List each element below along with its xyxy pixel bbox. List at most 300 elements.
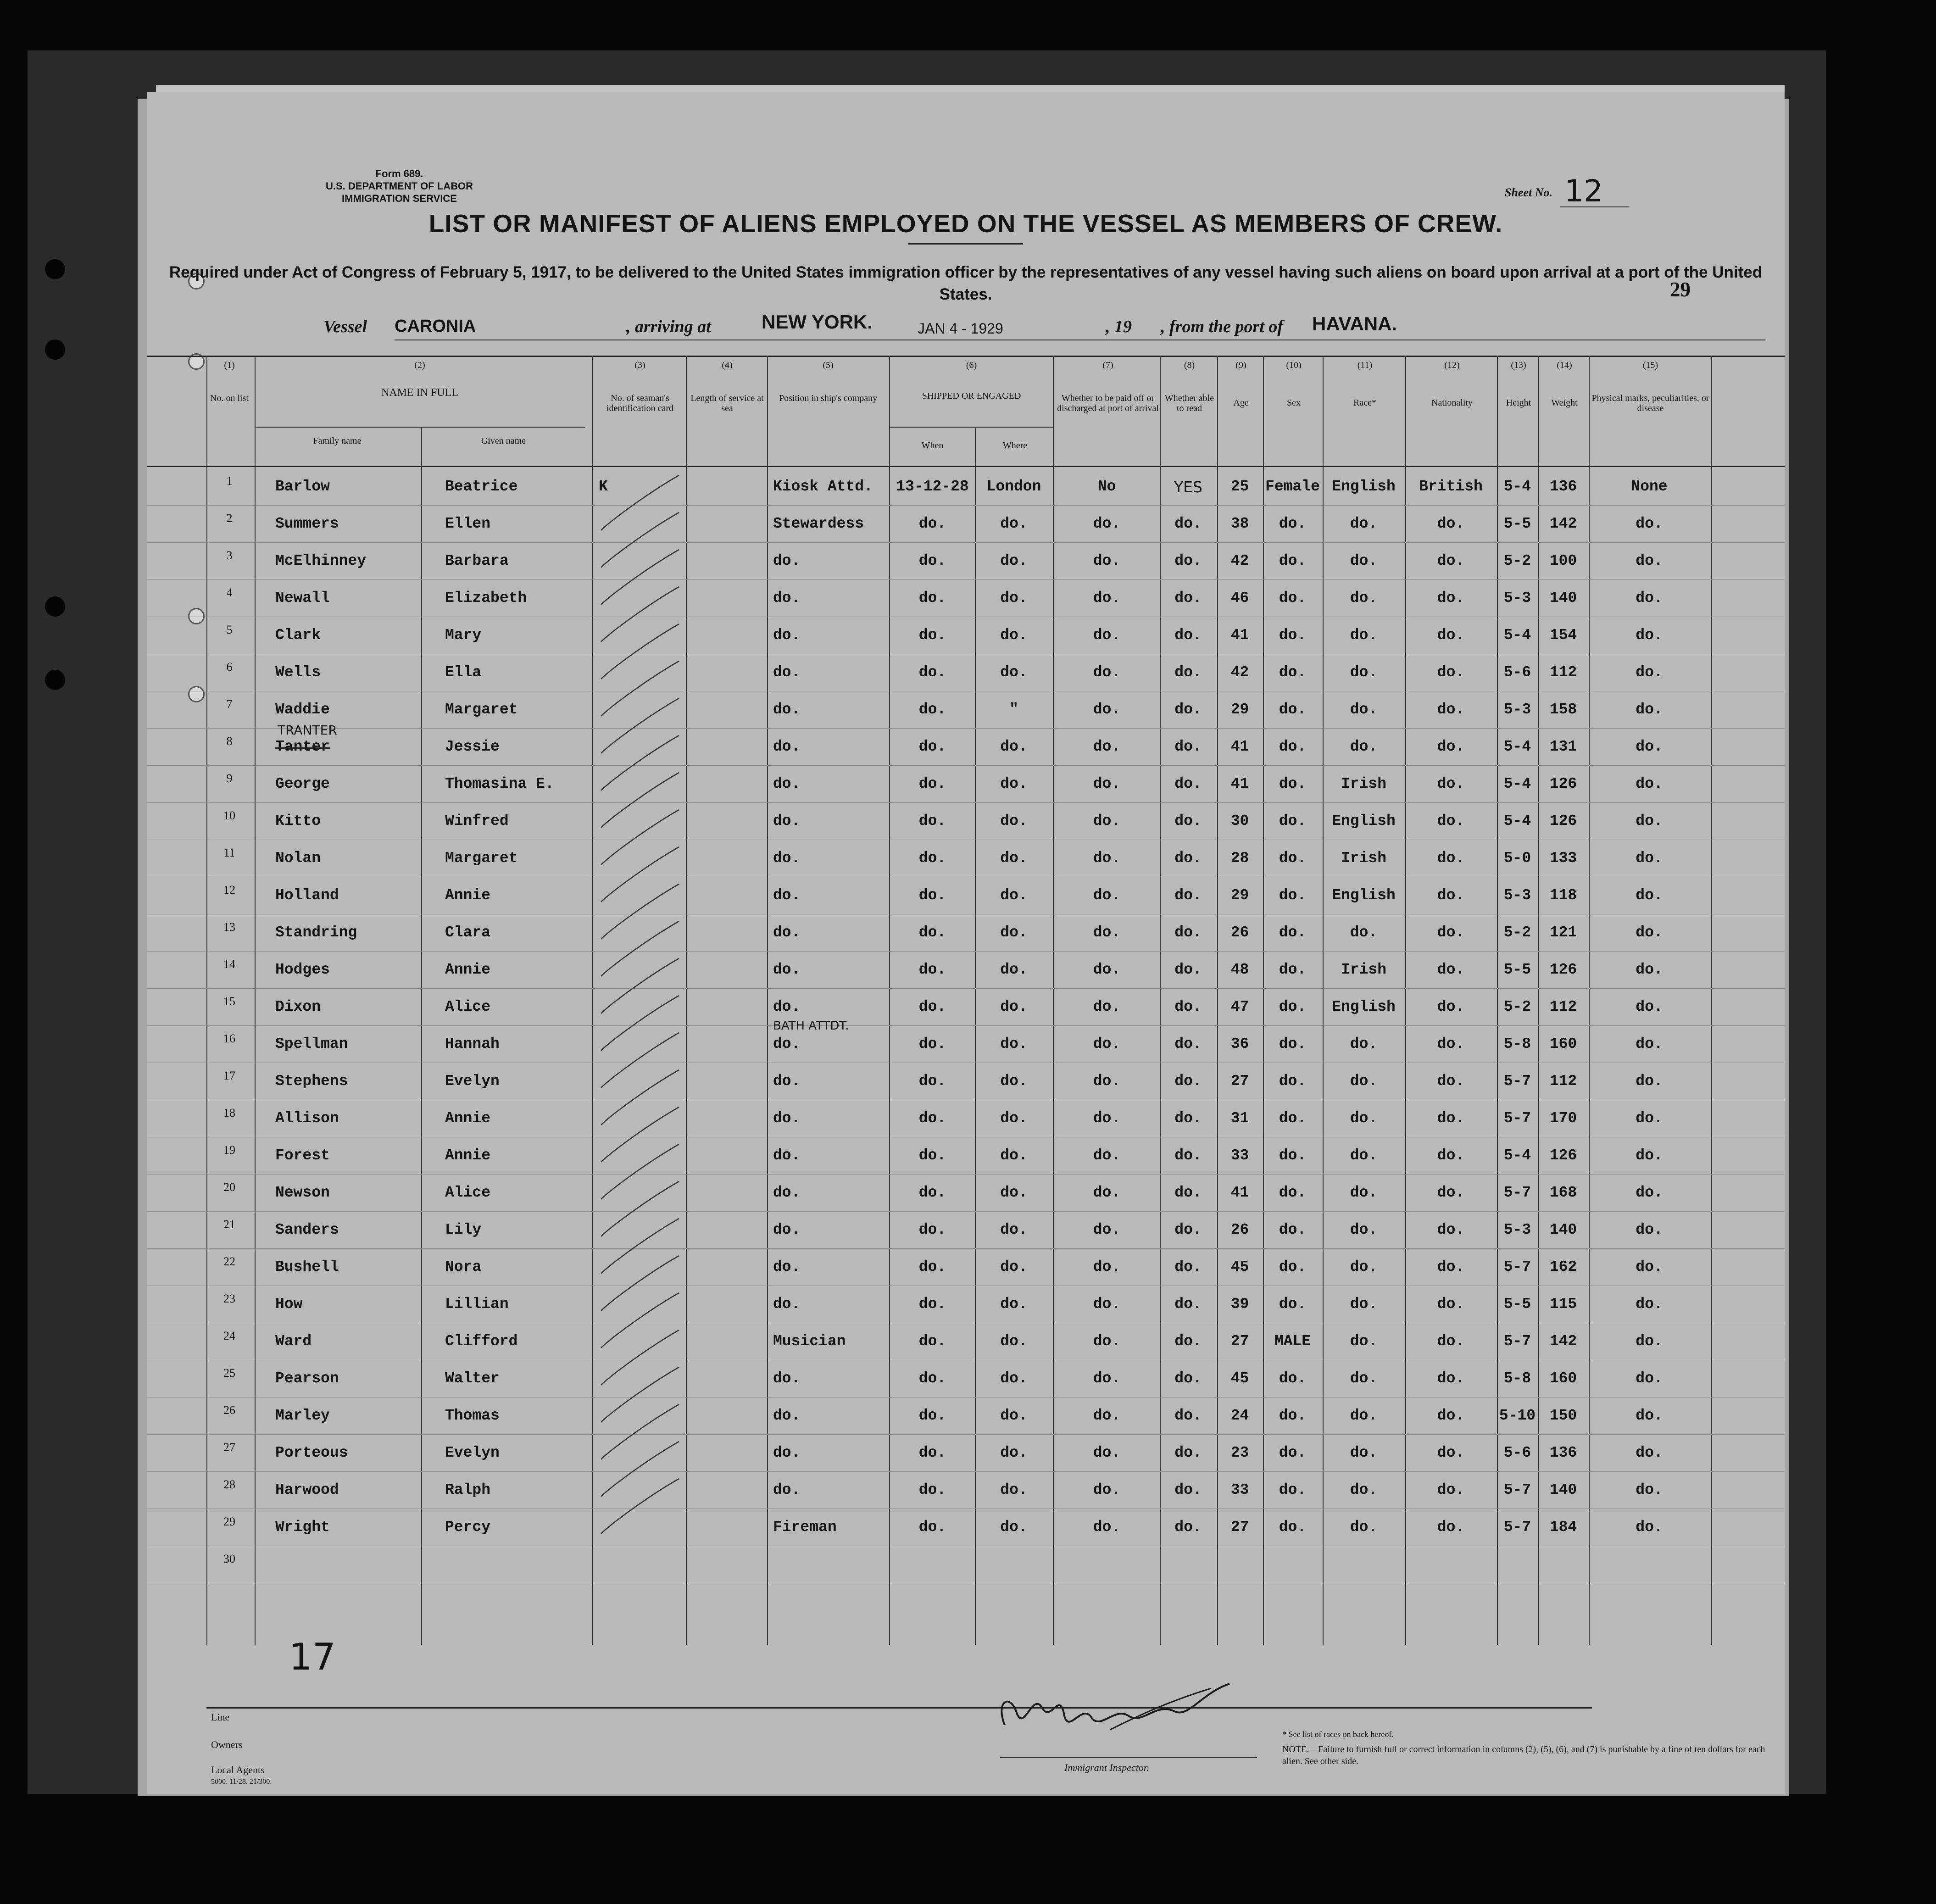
- family-name-cell: Kitto: [275, 813, 321, 830]
- family-name-cell: Standring: [275, 924, 357, 941]
- row-number-cell: 22: [223, 1255, 235, 1268]
- family-name-cell: McElhinney: [275, 552, 367, 569]
- paid-off-cell: do.: [1093, 515, 1121, 532]
- table-row: [147, 542, 1785, 579]
- age-cell: 23: [1230, 1444, 1249, 1461]
- shipped-where-cell: do.: [1000, 1444, 1028, 1461]
- race-cell: Irish: [1341, 775, 1387, 792]
- height-cell: 5-5: [1503, 1296, 1531, 1313]
- able-to-read-cell: do.: [1174, 887, 1202, 904]
- shipped-when-cell: do.: [918, 1481, 946, 1498]
- document-title: LIST OR MANIFEST OF ALIENS EMPLOYED ON THE VESSEL AS MEMBERS OF CREW.: [428, 209, 1503, 238]
- manifest-sheet: [147, 92, 1785, 1794]
- race-cell: English: [1332, 478, 1396, 495]
- given-name-cell: Annie: [445, 1147, 491, 1164]
- physical-marks-cell: None: [1631, 478, 1668, 495]
- shipped-when-cell: 13-12-28: [896, 478, 969, 495]
- race-cell: do.: [1350, 1481, 1378, 1498]
- race-footnote: * See list of races on back hereof.: [1282, 1730, 1394, 1739]
- able-to-read-cell: do.: [1174, 1481, 1202, 1498]
- given-name-cell: Elizabeth: [445, 590, 527, 607]
- paid-off-cell: do.: [1093, 1444, 1121, 1461]
- family-name-cell: Allison: [275, 1110, 339, 1127]
- race-cell: do.: [1350, 701, 1378, 718]
- able-to-read-cell: do.: [1174, 738, 1202, 755]
- header-col12: (12) Nationality: [1431, 360, 1473, 408]
- age-cell: 27: [1230, 1073, 1249, 1090]
- header-col3: (3) No. of seaman's identification card: [606, 360, 674, 413]
- able-to-read-cell: do.: [1174, 664, 1202, 681]
- position-cell: do.: [773, 775, 801, 792]
- position-cell: do.: [773, 664, 801, 681]
- given-name-cell: Lillian: [445, 1296, 509, 1313]
- row-number-cell: 10: [223, 809, 235, 822]
- position-cell: do.: [773, 1036, 801, 1052]
- shipped-when-cell: do.: [918, 1073, 946, 1090]
- paid-off-cell: do.: [1093, 664, 1121, 681]
- position-cell: do.: [773, 887, 801, 904]
- header-col11: (11) Race*: [1353, 360, 1376, 408]
- shipped-when-cell: do.: [918, 1184, 946, 1201]
- header-col8: (8) Whether able to read: [1164, 360, 1214, 413]
- paid-off-cell: do.: [1093, 887, 1121, 904]
- arrival-date-stamp: JAN 4 - 1929: [918, 320, 1003, 337]
- nationality-cell: do.: [1437, 627, 1465, 644]
- age-cell: 27: [1230, 1333, 1249, 1350]
- able-to-read-cell: do.: [1174, 924, 1202, 941]
- able-to-read-cell: do.: [1174, 998, 1202, 1015]
- given-name-cell: Jessie: [445, 738, 500, 755]
- weight-cell: 126: [1549, 775, 1577, 792]
- height-cell: 5-7: [1503, 1184, 1531, 1201]
- shipped-where-cell: do.: [1000, 1296, 1028, 1313]
- position-cell: do.: [773, 961, 801, 978]
- row-number-cell: 4: [226, 586, 233, 599]
- race-cell: do.: [1350, 1296, 1378, 1313]
- nationality-cell: do.: [1437, 664, 1465, 681]
- immigrant-inspector-label: Immigrant Inspector.: [1064, 1762, 1149, 1773]
- header-col15: (15) Physical marks, peculiarities, or disease: [1591, 360, 1709, 413]
- shipped-where-cell: do.: [1000, 1519, 1028, 1536]
- family-name-cell: Holland: [275, 887, 339, 904]
- physical-marks-cell: do.: [1636, 738, 1663, 755]
- vessel-label: Vessel: [323, 317, 367, 336]
- shipped-where-cell: do.: [1000, 775, 1028, 792]
- shipped-when-cell: do.: [918, 738, 946, 755]
- able-to-read-cell: YES: [1174, 478, 1202, 496]
- row-number-cell: 19: [223, 1143, 235, 1157]
- race-cell: do.: [1350, 590, 1378, 607]
- paid-off-cell: do.: [1093, 701, 1121, 718]
- sex-cell: do.: [1279, 1370, 1307, 1387]
- height-cell: 5-4: [1503, 1147, 1531, 1164]
- race-cell: Irish: [1341, 850, 1387, 867]
- table-row: [147, 765, 1785, 802]
- able-to-read-cell: do.: [1174, 1296, 1202, 1313]
- paid-off-cell: do.: [1093, 1519, 1121, 1536]
- position-cell: do.: [773, 1110, 801, 1127]
- nationality-cell: do.: [1437, 998, 1465, 1015]
- manifest-table: [147, 356, 1785, 1645]
- row-number-cell: 16: [223, 1032, 235, 1045]
- race-cell: do.: [1350, 1184, 1378, 1201]
- paid-off-cell: do.: [1093, 775, 1121, 792]
- given-name-cell: Hannah: [445, 1036, 500, 1052]
- sex-cell: do.: [1279, 1036, 1307, 1052]
- race-cell: English: [1332, 887, 1396, 904]
- sex-cell: do.: [1279, 998, 1307, 1015]
- age-cell: 41: [1230, 738, 1249, 755]
- shipped-when-cell: do.: [918, 813, 946, 830]
- family-name-cell: George: [275, 775, 330, 792]
- position-cell: do.: [773, 998, 801, 1015]
- name-subheader-rule: [255, 427, 585, 428]
- header-col14: (14) Weight: [1551, 360, 1578, 408]
- shipped-where-cell: do.: [1000, 515, 1028, 532]
- height-cell: 5-7: [1503, 1073, 1531, 1090]
- race-cell: do.: [1350, 1258, 1378, 1275]
- height-cell: 5-3: [1503, 701, 1531, 718]
- nationality-cell: do.: [1437, 961, 1465, 978]
- table-row: [147, 691, 1785, 728]
- family-name-cell: Nolan: [275, 850, 321, 867]
- shipped-when-cell: do.: [918, 664, 946, 681]
- height-cell: 5-7: [1503, 1333, 1531, 1350]
- sex-cell: do.: [1279, 738, 1307, 755]
- physical-marks-cell: do.: [1636, 1036, 1663, 1052]
- family-name-cell: Sanders: [275, 1221, 339, 1238]
- nationality-cell: do.: [1437, 1147, 1465, 1164]
- paid-off-cell: do.: [1093, 1147, 1121, 1164]
- binder-hole: [45, 596, 65, 617]
- row-number-cell: 23: [223, 1292, 235, 1305]
- header-given-name: Given name: [481, 436, 526, 446]
- given-name-cell: Mary: [445, 627, 482, 644]
- shipped-where-cell: do.: [1000, 1370, 1028, 1387]
- table-row: [147, 802, 1785, 840]
- physical-marks-cell: do.: [1636, 775, 1663, 792]
- shipped-when-cell: do.: [918, 775, 946, 792]
- vessel-name: CARONIA: [395, 317, 476, 336]
- age-cell: 42: [1230, 552, 1249, 569]
- height-cell: 5-2: [1503, 998, 1531, 1015]
- binder-hole: [45, 259, 65, 279]
- weight-cell: 142: [1549, 515, 1577, 532]
- table-row: [147, 914, 1785, 951]
- line-label: Line: [211, 1711, 230, 1723]
- sex-cell: do.: [1279, 1147, 1307, 1164]
- able-to-read-cell: do.: [1174, 850, 1202, 867]
- given-name-cell: Walter: [445, 1370, 500, 1387]
- weight-cell: 131: [1549, 738, 1577, 755]
- race-cell: do.: [1350, 1110, 1378, 1127]
- race-cell: do.: [1350, 515, 1378, 532]
- able-to-read-cell: do.: [1174, 515, 1202, 532]
- penalty-note: NOTE.—Failure to furnish full or correct information in columns (2), (5), (6), and (7) is punishable by a fine of ten dollars for each alien. See other side.: [1282, 1744, 1765, 1766]
- year-label: , 19: [1106, 317, 1132, 336]
- family-name-cell: Ward: [275, 1333, 312, 1350]
- sex-cell: do.: [1279, 924, 1307, 941]
- able-to-read-cell: do.: [1174, 1036, 1202, 1052]
- paid-off-cell: do.: [1093, 738, 1121, 755]
- row-number-cell: 8: [226, 735, 233, 748]
- print-code: 5000. 11/28. 21/300.: [211, 1778, 272, 1786]
- row-number-cell: 27: [223, 1441, 235, 1454]
- family-name-cell: How: [275, 1296, 303, 1313]
- shipped-when-cell: do.: [918, 1296, 946, 1313]
- race-cell: do.: [1350, 627, 1378, 644]
- paid-off-cell: do.: [1093, 552, 1121, 569]
- row-number-cell: 5: [226, 623, 233, 636]
- table-row: [147, 877, 1785, 914]
- age-cell: 45: [1230, 1258, 1249, 1275]
- position-cell: do.: [773, 850, 801, 867]
- height-cell: 5-4: [1503, 738, 1531, 755]
- sex-cell: do.: [1279, 961, 1307, 978]
- shipped-where-cell: do.: [1000, 552, 1028, 569]
- sex-cell: do.: [1279, 887, 1307, 904]
- header-col6: (6) SHIPPED OR ENGAGED: [922, 360, 1021, 401]
- table-row: [147, 1063, 1785, 1100]
- from-port: HAVANA.: [1312, 313, 1397, 334]
- table-row: [147, 1434, 1785, 1471]
- weight-cell: 150: [1549, 1407, 1577, 1424]
- position-cell: do.: [773, 627, 801, 644]
- race-cell: do.: [1350, 1036, 1378, 1052]
- family-name-cell: Porteous: [275, 1444, 348, 1461]
- binder-hole: [45, 670, 65, 690]
- family-name-cell: Harwood: [275, 1481, 339, 1498]
- family-name-cell: Clark: [275, 627, 321, 644]
- given-name-cell: Nora: [445, 1258, 482, 1275]
- paid-off-cell: No: [1097, 478, 1116, 495]
- race-cell: English: [1332, 813, 1396, 830]
- weight-cell: 140: [1549, 1221, 1577, 1238]
- age-cell: 30: [1230, 813, 1249, 830]
- inspector-signature: [991, 1675, 1248, 1757]
- position-cell: do.: [773, 1407, 801, 1424]
- nationality-cell: do.: [1437, 775, 1465, 792]
- given-name-cell: Annie: [445, 961, 491, 978]
- row-number-cell: 25: [223, 1366, 235, 1380]
- row-number-cell: 11: [223, 846, 235, 859]
- able-to-read-cell: do.: [1174, 1444, 1202, 1461]
- shipped-where-cell: ": [1009, 701, 1018, 718]
- height-cell: 5-4: [1503, 627, 1531, 644]
- table-row: [147, 1174, 1785, 1211]
- nationality-cell: do.: [1437, 1481, 1465, 1498]
- family-name-cell: Marley: [275, 1407, 330, 1424]
- shipped-when-cell: do.: [918, 1258, 946, 1275]
- weight-cell: 100: [1549, 552, 1577, 569]
- age-cell: 26: [1230, 924, 1249, 941]
- shipped-when-cell: do.: [918, 627, 946, 644]
- position-cell: Fireman: [773, 1519, 837, 1536]
- tally-mark: 17: [289, 1636, 336, 1678]
- age-cell: 31: [1230, 1110, 1249, 1127]
- height-cell: 5-3: [1503, 590, 1531, 607]
- paid-off-cell: do.: [1093, 1036, 1121, 1052]
- able-to-read-cell: do.: [1174, 1519, 1202, 1536]
- able-to-read-cell: do.: [1174, 961, 1202, 978]
- able-to-read-cell: do.: [1174, 1258, 1202, 1275]
- age-cell: 28: [1230, 850, 1249, 867]
- family-name-cell: Bushell: [275, 1258, 339, 1275]
- position-cell: do.: [773, 1184, 801, 1201]
- row-number-cell: 18: [223, 1106, 235, 1119]
- table-row: [147, 579, 1785, 617]
- race-cell: do.: [1350, 1221, 1378, 1238]
- position-cell: Stewardess: [773, 515, 864, 532]
- age-cell: 33: [1230, 1481, 1249, 1498]
- shipped-where-cell: do.: [1000, 998, 1028, 1015]
- given-name-cell: Clara: [445, 924, 491, 941]
- family-name-cell: Wells: [275, 664, 321, 681]
- paid-off-cell: do.: [1093, 1110, 1121, 1127]
- department-name: U.S. DEPARTMENT OF LABOR: [326, 180, 473, 192]
- form-number: Form 689.: [375, 168, 423, 179]
- physical-marks-cell: do.: [1636, 1481, 1663, 1498]
- table-row: [147, 1509, 1785, 1546]
- able-to-read-cell: do.: [1174, 1333, 1202, 1350]
- race-cell: do.: [1350, 1407, 1378, 1424]
- table-row: [147, 468, 1785, 505]
- row-number-cell: 28: [223, 1478, 235, 1491]
- given-name-cell: Margaret: [445, 701, 518, 718]
- sex-cell: do.: [1279, 850, 1307, 867]
- race-cell: do.: [1350, 664, 1378, 681]
- able-to-read-cell: do.: [1174, 1407, 1202, 1424]
- physical-marks-cell: do.: [1636, 1519, 1663, 1536]
- weight-cell: 140: [1549, 590, 1577, 607]
- able-to-read-cell: do.: [1174, 627, 1202, 644]
- height-cell: 5-3: [1503, 887, 1531, 904]
- race-cell: do.: [1350, 1444, 1378, 1461]
- given-name-cell: Alice: [445, 998, 491, 1015]
- position-cell: Musician: [773, 1333, 846, 1350]
- race-cell: do.: [1350, 1333, 1378, 1350]
- shipped-when-cell: do.: [918, 1444, 946, 1461]
- able-to-read-cell: do.: [1174, 813, 1202, 830]
- paid-off-cell: do.: [1093, 590, 1121, 607]
- table-end-rule: [206, 1707, 1592, 1709]
- local-agents-label: Local Agents: [211, 1764, 265, 1776]
- header-col5: (5) Position in ship's company: [779, 360, 878, 403]
- sex-cell: Female: [1265, 478, 1320, 495]
- able-to-read-cell: do.: [1174, 1370, 1202, 1387]
- sex-cell: do.: [1279, 1444, 1307, 1461]
- nationality-cell: do.: [1437, 1407, 1465, 1424]
- shipped-where-cell: do.: [1000, 1333, 1028, 1350]
- weight-cell: 170: [1549, 1110, 1577, 1127]
- sex-cell: do.: [1279, 813, 1307, 830]
- weight-cell: 160: [1549, 1370, 1577, 1387]
- paid-off-cell: do.: [1093, 961, 1121, 978]
- physical-marks-cell: do.: [1636, 1110, 1663, 1127]
- sex-cell: do.: [1279, 1407, 1307, 1424]
- weight-cell: 168: [1549, 1184, 1577, 1201]
- height-cell: 5-8: [1503, 1370, 1531, 1387]
- sex-cell: do.: [1279, 664, 1307, 681]
- table-row: [147, 1360, 1785, 1397]
- shipped-when-cell: do.: [918, 1147, 946, 1164]
- sex-cell: do.: [1279, 1519, 1307, 1536]
- able-to-read-cell: do.: [1174, 775, 1202, 792]
- able-to-read-cell: do.: [1174, 1073, 1202, 1090]
- paid-off-cell: do.: [1093, 1370, 1121, 1387]
- height-cell: 5-6: [1503, 1444, 1531, 1461]
- weight-cell: 136: [1549, 1444, 1577, 1461]
- age-cell: 46: [1230, 590, 1249, 607]
- weight-cell: 184: [1549, 1519, 1577, 1536]
- age-cell: 29: [1230, 887, 1249, 904]
- paid-off-cell: do.: [1093, 998, 1121, 1015]
- position-cell: do.: [773, 552, 801, 569]
- nationality-cell: do.: [1437, 1073, 1465, 1090]
- header-col2: (2) NAME IN FULL: [381, 360, 458, 399]
- paid-off-cell: do.: [1093, 1333, 1121, 1350]
- header-when: When: [921, 440, 944, 451]
- table-row: [147, 617, 1785, 654]
- weight-cell: 126: [1549, 961, 1577, 978]
- weight-cell: 112: [1549, 664, 1577, 681]
- table-row: [147, 840, 1785, 877]
- shipped-when-cell: do.: [918, 590, 946, 607]
- physical-marks-cell: do.: [1636, 1258, 1663, 1275]
- shipped-where-cell: do.: [1000, 1110, 1028, 1127]
- race-cell: do.: [1350, 1073, 1378, 1090]
- family-name-cell: Dixon: [275, 998, 321, 1015]
- race-cell: do.: [1350, 1519, 1378, 1536]
- shipped-where-cell: do.: [1000, 813, 1028, 830]
- sex-cell: do.: [1279, 1110, 1307, 1127]
- shipped-when-cell: do.: [918, 887, 946, 904]
- physical-marks-cell: do.: [1636, 1407, 1663, 1424]
- sex-cell: do.: [1279, 627, 1307, 644]
- given-name-cell: Annie: [445, 1110, 491, 1127]
- weight-cell: 118: [1549, 887, 1577, 904]
- sex-cell: do.: [1279, 1073, 1307, 1090]
- given-name-cell: Evelyn: [445, 1444, 500, 1461]
- shipped-where-cell: do.: [1000, 590, 1028, 607]
- family-name-cell: Summers: [275, 515, 339, 532]
- table-row: [147, 1397, 1785, 1434]
- weight-cell: 126: [1549, 813, 1577, 830]
- table-row: [147, 1546, 1785, 1583]
- position-cell: do.: [773, 738, 801, 755]
- id-card-cell: K: [599, 478, 608, 495]
- sex-cell: do.: [1279, 701, 1307, 718]
- weight-cell: 142: [1549, 1333, 1577, 1350]
- header-col13: (13) Height: [1506, 360, 1531, 408]
- position-cell: do.: [773, 1370, 801, 1387]
- given-name-cell: Beatrice: [445, 478, 518, 495]
- form-identifier: [326, 167, 473, 205]
- family-name-cell: Tanter: [275, 738, 330, 755]
- given-name-cell: Alice: [445, 1184, 491, 1201]
- able-to-read-cell: do.: [1174, 552, 1202, 569]
- strike-through: [275, 747, 330, 749]
- nationality-cell: do.: [1437, 1110, 1465, 1127]
- height-cell: 5-2: [1503, 924, 1531, 941]
- shipped-where-cell: do.: [1000, 1221, 1028, 1238]
- shipped-when-cell: do.: [918, 1407, 946, 1424]
- sex-cell: do.: [1279, 1258, 1307, 1275]
- sex-cell: MALE: [1274, 1333, 1311, 1350]
- race-cell: Irish: [1341, 961, 1387, 978]
- row-number-cell: 20: [223, 1180, 235, 1194]
- able-to-read-cell: do.: [1174, 1221, 1202, 1238]
